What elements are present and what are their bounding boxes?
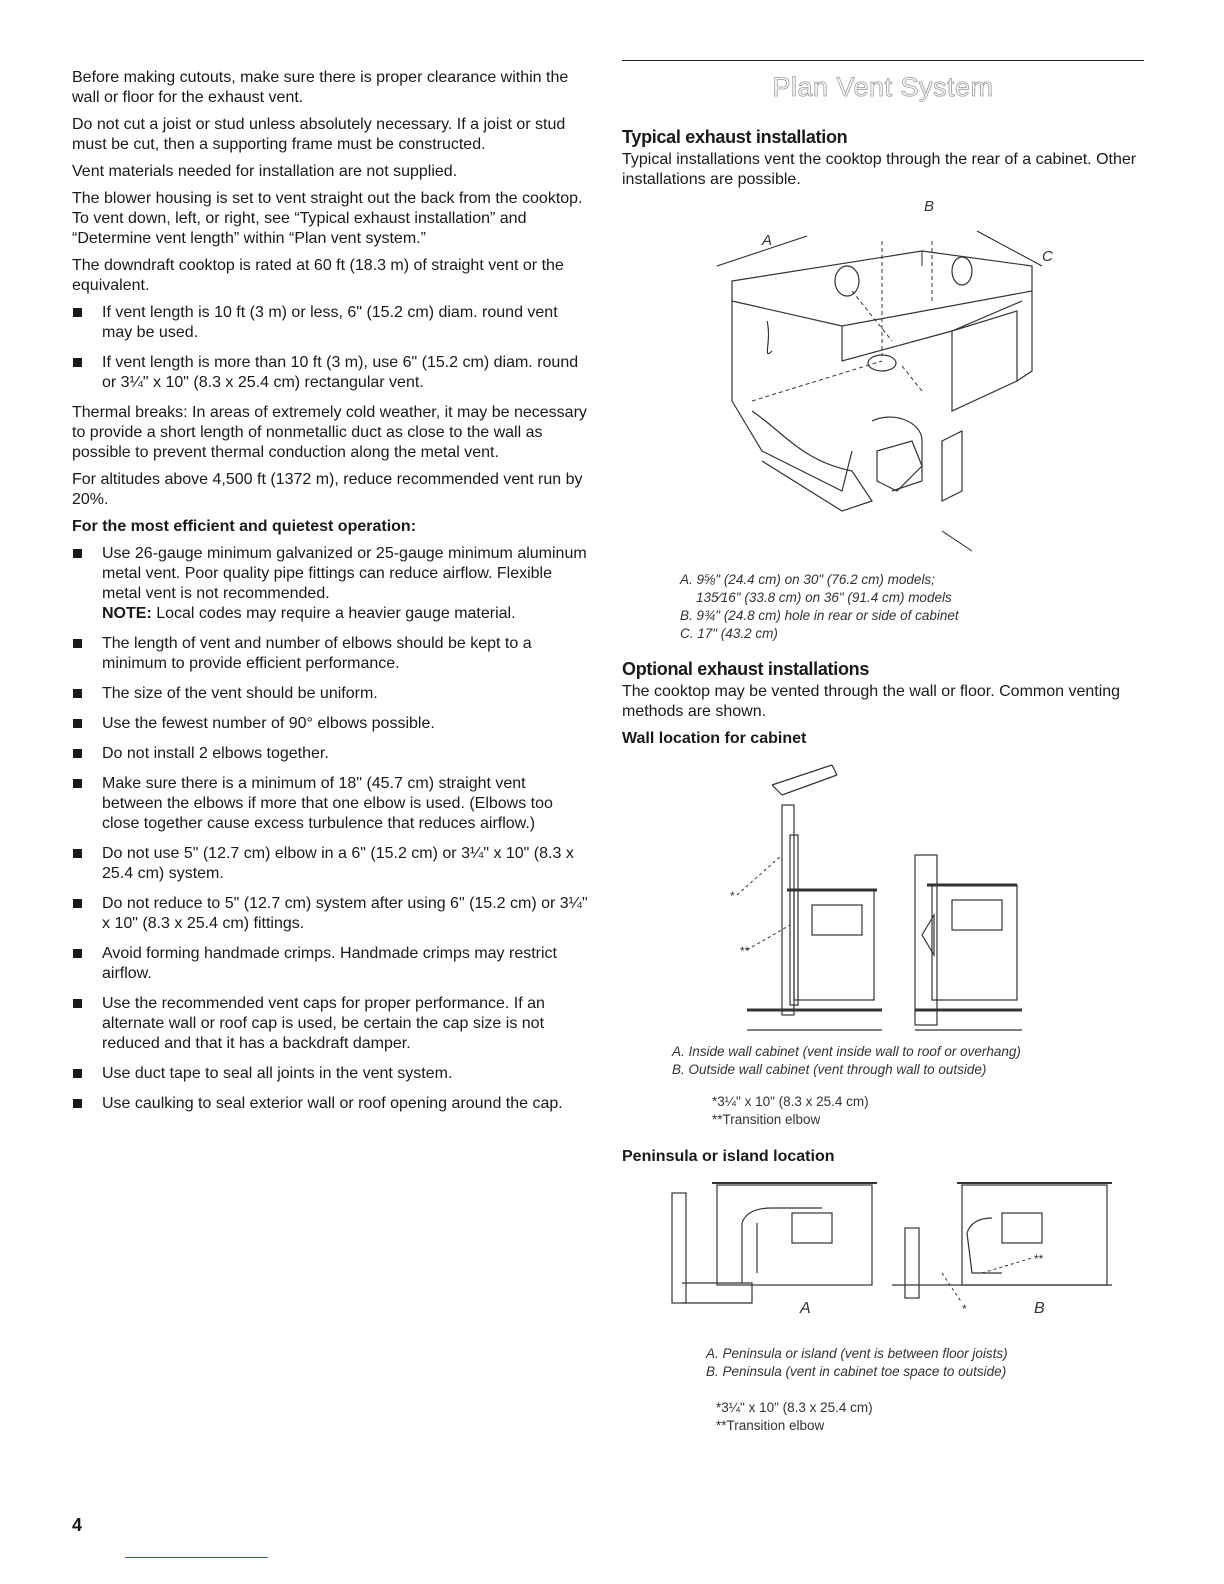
thermal-altitude-paragraphs bbox=[72, 403, 588, 510]
paragraph: Before making cutouts, make sure there is proper clearance within the wall or floor for the exhaust vent. bbox=[72, 69, 569, 106]
caption-line: A. Peninsula or island (vent is between floor joists) bbox=[706, 1346, 1008, 1361]
peninsula-figure-caption bbox=[706, 1345, 1144, 1381]
caption-line: A. Inside wall cabinet (vent inside wall to roof or overhang) bbox=[672, 1044, 1021, 1059]
caption-line: A. 9⅝" (24.4 cm) on 30" (76.2 cm) models; bbox=[680, 572, 935, 587]
list-item: Do not reduce to 5" (12.7 cm) system after using 6" (15.2 cm) or 3¼" x 10" (8.3 x 25.4 cm) fittings. bbox=[72, 894, 588, 934]
list-item: If vent length is 10 ft (3 m) or less, 6" (15.2 cm) diam. round vent may be used. bbox=[72, 303, 588, 343]
typical-figure-caption bbox=[680, 571, 1144, 643]
optional-heading: Optional exhaust installations bbox=[622, 659, 870, 679]
note-line: **Transition elbow bbox=[716, 1418, 825, 1433]
left-column bbox=[72, 68, 588, 1124]
note-line: *3¼" x 10" (8.3 x 25.4 cm) bbox=[712, 1094, 869, 1109]
note-label: NOTE: bbox=[102, 605, 152, 622]
optional-text: The cooktop may be vented through the wall or floor. Common venting methods are shown. bbox=[622, 683, 1121, 720]
list-item: Do not install 2 elbows together. bbox=[72, 744, 588, 764]
double-star-marker: ** bbox=[1034, 1252, 1044, 1266]
label-a: A bbox=[800, 1300, 811, 1317]
list-item: Use caulking to seal exterior wall or roof opening around the cap. bbox=[72, 1094, 588, 1114]
efficient-operation-list bbox=[72, 544, 588, 1114]
list-item: The size of the vent should be uniform. bbox=[72, 684, 588, 704]
list-item-text: Use 26-gauge minimum galvanized or 25-gauge minimum aluminum metal vent. Poor quality pipe fittings can reduce airflow. Flexible metal vent is not recommended. bbox=[102, 545, 587, 602]
list-item: If vent length is more than 10 ft (3 m), use 6" (15.2 cm) diam. round or 3¼" x 10" (8.3 x 25.4 cm) rectangular vent. bbox=[72, 353, 588, 393]
page-number: 4 bbox=[72, 1515, 83, 1535]
star-marker: * bbox=[962, 1302, 967, 1316]
caption-line: 135⁄16" (33.8 cm) on 36" (91.4 cm) models bbox=[696, 590, 952, 605]
note-line: **Transition elbow bbox=[712, 1112, 821, 1127]
wall-location-diagram bbox=[622, 755, 1144, 1035]
caption-line: B. Outside wall cabinet (vent through wall to outside) bbox=[672, 1062, 987, 1077]
caption-line: B. Peninsula (vent in cabinet toe space to outside) bbox=[706, 1364, 1007, 1379]
peninsula-figure-notes bbox=[716, 1399, 1144, 1435]
label-b: B bbox=[1034, 1300, 1045, 1317]
double-star-marker: ** bbox=[740, 944, 750, 958]
list-item: The length of vent and number of elbows should be kept to a minimum to provide efficient performance. bbox=[72, 634, 588, 674]
label-c: C bbox=[1042, 248, 1053, 265]
section-rule bbox=[622, 60, 1144, 61]
paragraph: The blower housing is set to vent straight out the back from the cooktop. To vent down, left, or right, see “Typical exhaust installation” and “Determine vent length” within “Plan vent system.” bbox=[72, 190, 583, 247]
peninsula-location-diagram bbox=[622, 1173, 1144, 1323]
list-item: Make sure there is a minimum of 18" (45.7 cm) straight vent between the elbows if more that one elbow is used. (Elbows too close together cause excess turbulence that reduces airflow.) bbox=[72, 774, 588, 834]
paragraph: Do not cut a joist or stud unless absolutely necessary. If a joist or stud must be cut, then a supporting frame must be constructed. bbox=[72, 116, 566, 153]
paragraph: Thermal breaks: In areas of extremely cold weather, it may be necessary to provide a short length of nonmetallic duct as close to the wall as possible to prevent thermal conduction along the metal vent. bbox=[72, 404, 587, 461]
intro-paragraphs bbox=[72, 68, 588, 296]
list-item: Do not use 5" (12.7 cm) elbow in a 6" (15.2 cm) or 3¼" x 10" (8.3 x 25.4 cm) system. bbox=[72, 844, 588, 884]
paragraph: Vent materials needed for installation are not supplied. bbox=[72, 163, 458, 180]
wall-figure-caption bbox=[672, 1043, 1144, 1079]
wall-location-heading: Wall location for cabinet bbox=[622, 730, 807, 747]
list-item: Use the recommended vent caps for proper performance. If an alternate wall or roof cap is used, be certain the cap size is not reduced and that it has a backdraft damper. bbox=[72, 994, 588, 1054]
caption-line: B. 9¾" (24.8 cm) hole in rear or side of cabinet bbox=[680, 608, 959, 623]
typical-installation-diagram bbox=[622, 191, 1144, 571]
typical-text: Typical installations vent the cooktop through the rear of a cabinet. Other installations are possible. bbox=[622, 151, 1137, 188]
list-item bbox=[72, 544, 588, 624]
list-item: Use duct tape to seal all joints in the vent system. bbox=[72, 1064, 588, 1084]
star-marker: * bbox=[730, 889, 735, 903]
peninsula-heading: Peninsula or island location bbox=[622, 1148, 835, 1165]
vent-length-list bbox=[72, 303, 588, 393]
wall-figure-notes bbox=[712, 1093, 1144, 1129]
paragraph: For altitudes above 4,500 ft (1372 m), reduce recommended vent run by 20%. bbox=[72, 471, 583, 508]
right-column bbox=[622, 60, 1144, 1435]
typical-heading: Typical exhaust installation bbox=[622, 127, 848, 147]
list-item: Avoid forming handmade crimps. Handmade crimps may restrict airflow. bbox=[72, 944, 588, 984]
list-item: Use the fewest number of 90° elbows possible. bbox=[72, 714, 588, 734]
footer-rule bbox=[125, 1557, 268, 1558]
paragraph: The downdraft cooktop is rated at 60 ft (18.3 m) of straight vent or the equivalent. bbox=[72, 257, 564, 294]
label-a: A bbox=[762, 232, 773, 249]
label-b: B bbox=[924, 198, 935, 215]
caption-line: C. 17" (43.2 cm) bbox=[680, 626, 778, 641]
efficient-heading: For the most efficient and quietest operation: bbox=[72, 518, 417, 535]
section-title: Plan Vent System bbox=[772, 72, 994, 102]
note-line: *3¼" x 10" (8.3 x 25.4 cm) bbox=[716, 1400, 873, 1415]
note-text: Local codes may require a heavier gauge material. bbox=[151, 605, 516, 622]
